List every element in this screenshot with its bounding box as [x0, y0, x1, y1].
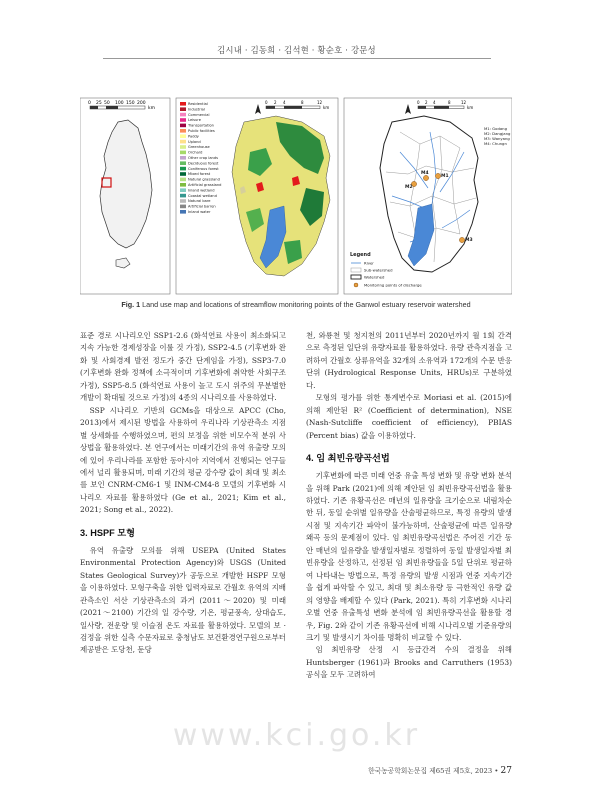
landuse-scale-tick: 4 [283, 100, 286, 105]
legend-entry: Natural grassland [188, 177, 220, 182]
legend-entry: Commercial [188, 112, 210, 117]
legend-entry: Industrial [188, 107, 205, 112]
legend-swatch [180, 183, 186, 187]
legend-entry: Natural bare [188, 199, 211, 204]
legend-entry: Residential [188, 102, 208, 106]
legend-title: Legend [350, 252, 371, 258]
station-label: M1 [441, 174, 449, 179]
running-header-authors: 김시내 · 김동희 · 김석현 · 황순호 · 강문성 [217, 45, 376, 55]
legend-entry: Watershed [364, 274, 385, 280]
paragraph: 임 최빈유량 산정 시 등급간격 수의 결정을 위해 Huntsberger (1961)과 Brooks and Carruthers (1953) 공식을 모두 고려하여 [306, 645, 512, 680]
station-label: M2 [405, 185, 413, 190]
legend-swatch [180, 134, 186, 138]
legend-swatch [180, 107, 186, 111]
watershed-map-panel [344, 98, 512, 294]
journal-info: 한국농공학회논문집 제65권 제5호, 2023 • [367, 767, 499, 775]
legend-swatch [180, 129, 186, 133]
left-column [80, 330, 286, 657]
locator-tick: 150 [126, 101, 135, 106]
station-label: M4 [421, 171, 429, 176]
legend-entry: Public facilities [188, 129, 215, 133]
legend-entry: Leisure [188, 118, 201, 123]
paragraph: 유역 유출량 모의를 위해 USEPA (United States Environmental Protection Agency)와 USGS (United States Geological Survey)가 공동으로 개발한 HSPF 모형을 이용하였다. 모형구축을 위한 입력자료로 간월호 유역의 지배관측소인 서산 기상관측소의 과거 (2011～2020) 및 미래 (2021～2100) 기간의 일 강수량, 기온, 평균풍속, 상대습도, 일사량, 전운량 및 이슬점 온도 자료를 활용하였다. 모델의 보 · 검정을 위한 실측 수문자료로 충청남도 보건환경연구원으로부터 제공받은 도당천, 둔당 [80, 545, 286, 655]
legend-swatch [180, 113, 186, 117]
watershed-scale-unit: km [467, 105, 474, 110]
station-name: M3: Wanyang [484, 136, 510, 141]
legend-entry: Coniferous forest [188, 166, 219, 171]
legend-swatch [180, 172, 186, 176]
header-rule [103, 58, 491, 59]
legend-entry: Coastal wetland [188, 193, 217, 198]
legend-entry: River [364, 260, 374, 266]
locator-tick: 200 [137, 101, 146, 106]
station-name: M1: Godang [484, 126, 507, 131]
legend-swatch [180, 178, 186, 182]
legend-swatch [180, 156, 186, 160]
legend-swatch [180, 199, 186, 203]
landuse-scale-tick: 8 [301, 100, 304, 105]
legend-entry: Artificial grassland [188, 183, 222, 187]
legend-entry: Monitoring points of discharge [364, 282, 422, 288]
legend-entry: Sub-watershed [364, 267, 393, 273]
watershed-scale-tick: 8 [448, 100, 451, 105]
station-marker [459, 237, 464, 242]
figure-caption [80, 300, 512, 309]
watershed-scale-tick: 2 [425, 100, 428, 105]
locator-tick: 25 [96, 101, 102, 106]
locator-tick: 50 [104, 101, 110, 106]
legend-swatch [180, 102, 186, 106]
watershed-scale-tick: 4 [433, 100, 436, 105]
watershed-scale-tick: 0 [417, 100, 420, 105]
paragraph: 모형의 평가를 위한 통계변수로 Moriasi et al. (2015)에 의해 제안된 R² (Coefficient of determination), NSE (Nash-Sutcliffe coefficient of efficiency), PBIAS (Percent bias) 값을 이용하였다. [306, 393, 512, 440]
landuse-scale-unit: km [323, 105, 330, 110]
landuse-scale-tick: 0 [265, 100, 268, 105]
legend-entry: Inland wetland [188, 188, 215, 193]
section-heading: 4. 임 최빈유량곡선법 [306, 453, 390, 464]
locator-tick: 0 [88, 101, 91, 106]
legend-swatch [180, 205, 186, 209]
station-label: M3 [465, 238, 473, 243]
landuse-scale-tick: 2 [274, 100, 277, 105]
locator-unit: km [148, 106, 155, 111]
legend-swatch [180, 151, 186, 155]
legend-entry: Artificial barren [188, 204, 216, 209]
legend-swatch [180, 188, 186, 192]
legend-swatch [180, 194, 186, 198]
locator-map-panel [80, 98, 170, 294]
station-marker [435, 173, 440, 178]
legend-swatch [180, 161, 186, 165]
legend-swatch [180, 140, 186, 144]
section-heading: 3. HSPF 모형 [80, 527, 136, 538]
caption-label: Fig. 1 [121, 300, 141, 309]
legend-swatch [180, 145, 186, 149]
right-column [306, 330, 512, 682]
figure-1 [80, 92, 512, 296]
paragraph: 표준 경로 시나리오인 SSP1-2.6 (화석연료 사용이 최소화되고 지속 가능한 경제성장을 이룰 것 가정), SSP2-4.5 (기후변화 완화 및 사회경제 발전 정도가 중간 단계임을 가정), SSP3-7.0 (기후변화 완화 정책에 소극적이며 기후변화에 취약한 사회구조 가정), SSP5-8.5 (화석연료 사용이 높고 도시 위주의 무분별한 개발이 확대될 것으로 가정)의 4종의 시나리오를 사용하였다. [80, 331, 286, 403]
station-name: M4: Chungn [484, 141, 507, 146]
page-number: 27 [500, 766, 512, 776]
locator-tick: 100 [115, 101, 124, 106]
legend-swatch [180, 118, 186, 122]
legend-swatch [180, 210, 186, 214]
legend-entry: Inland water [188, 210, 211, 214]
legend-entry: Mixed forest [188, 172, 211, 177]
legend-swatch [180, 124, 186, 128]
watershed-scale-tick: 12 [461, 100, 467, 105]
watermark: www.kci.go.kr [172, 718, 421, 753]
station-name: M2: Dangjang [484, 131, 511, 136]
legend-entry: Other crop lands [188, 156, 218, 160]
legend-swatch [180, 167, 186, 171]
paragraph: 천, 와룡천 및 청지천의 2011년부터 2020년까지 월 1회 간격으로 측정된 일단위 유량자료를 활용하였다. 유량 관측지점을 고려하여 간월호 상류유역을 32개의 소유역과 172개의 수문 반응단위 (Hydrological Response Units, HRUs)로 구분하였다. [306, 331, 512, 390]
figure-1-graphic [80, 92, 512, 296]
landuse-map-panel [176, 98, 338, 294]
legend-entry: Paddy [188, 134, 199, 139]
page-footer [300, 765, 512, 776]
landuse-scale-tick: 12 [317, 100, 323, 105]
legend-entry: Orchard [188, 150, 203, 155]
legend-entry: Deciduous forest [188, 161, 219, 166]
caption-text: Land use map and locations of streamflow monitoring points of the Ganwol estuary reservoir watershed [140, 300, 471, 309]
legend-entry: Greenhouse [188, 145, 210, 150]
legend-entry: Upland [188, 139, 201, 144]
legend-entry: Transportation [188, 123, 214, 128]
station-marker [423, 175, 428, 180]
paragraph: 기후변화에 따른 미래 연중 유출 특성 변화 및 유량 변화 분석을 위해 Park (2021)에 의해 제안된 임 최빈유량곡선법을 활용하였다. 기존 유황곡선은 매년의 일유량을 크기순으로 내림차순 한 뒤, 동일 순위별 일유량을 산술평균하므로, 특정 유량의 발생 시점 및 지속기간 파악이 불가능하며, 산술평균에 따른 일유량 왜곡 등의 문제점이 있다. 임 최빈유량곡선법은 주어진 기간 동안 매년의 일유량을 발생일자별로 정렬하여 동일 발생일자별 최빈유량을 산정하고, 선정된 임 최빈유량들을 5일 단위로 평균하여 나타내는 방법으로, 특정 유량의 발생 시점과 연중 지속기간을 쉽게 파악할 수 있고, 최대 및 최소유량 등 극한적인 유량 값의 영향을 배제할 수 있다 (Park, 2021). 특히 기후변화 시나리오별 연중 유출특성 변화 분석에 임 최빈유량곡선을 활용할 경우, Fig. 2와 같이 기존 유황곡선에 비해 시나리오별 기준유량의 크기 및 발생시기 차이를 명확히 비교할 수 있다. [306, 471, 512, 642]
paragraph: SSP 시나리오 기반의 GCMs을 대상으로 APCC (Cho, 2013)에서 제시된 방법을 사용하여 우리나라 기상관측소 지점별 상세화를 수행하였으며, 편의 보정을 위한 비모수적 분위 사상법을 활용하였다. 본 연구에서는 미래기간의 유역 유출량 모의에 있어 우리나라를 포함한 동아시아 지역에서 진행되는 연구들에서 널리 활용되며, 미래 기간의 평균 강수량 값이 최대 및 최소를 보인 CNRM-CM6-1 및 INM-CM4-8 모델의 기후변화 시나리오 자료를 활용하였다 (Ge et al., 2021; Kim et al., 2021; Song et al., 2022). [80, 405, 286, 515]
